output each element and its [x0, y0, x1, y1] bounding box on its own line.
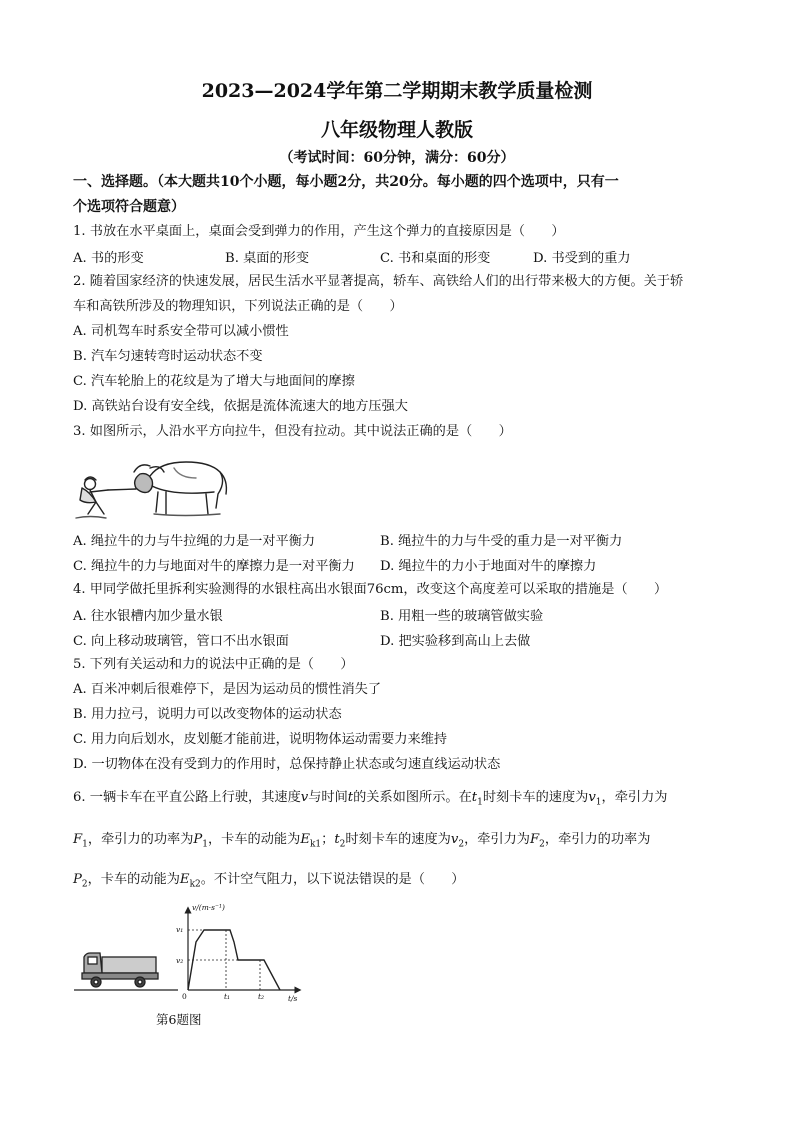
section-heading-line2: 个选项符合题意） [73, 199, 185, 215]
person-pulling-ox-figure [74, 448, 234, 524]
chart-v2-label: v₂ [176, 956, 184, 965]
chart-origin-label: 0 [182, 992, 187, 1001]
q3-option-b: B. 绳拉牛的力与牛受的重力是一对平衡力 [380, 534, 623, 549]
chart-t2-label: t₂ [258, 992, 265, 1001]
q3-option-a: A. 绳拉牛的力与牛拉绳的力是一对平衡力 [73, 534, 316, 549]
q2-option-c: C. 汽车轮胎上的花纹是为了增大与地面间的摩擦 [73, 374, 355, 389]
q6-stem-line1: 6. 一辆卡车在平直公路上行驶，其速度v与时间t的关系如图所示。在$t_1$时刻卡车的速度为$v_1$，牵引力为 [73, 790, 668, 808]
q6-stem-line3: $P_2$，卡车的动能为$E_{k2}$。不计空气阻力，以下说法错误的是（ ） [73, 872, 465, 890]
q5-option-d: D. 一切物体在没有受到力的作用时，总保持静止状态或匀速直线运动状态 [73, 757, 501, 772]
q4-option-b: B. 用粗一些的玻璃管做实验 [380, 609, 544, 624]
q5-stem: 5. 下列有关运动和力的说法中正确的是（ ） [73, 657, 354, 672]
q6-stem-line2: $F_1$，牵引力的功率为$P_1$，卡车的动能为$E_{k1}$；$t_2$时刻卡车的速度为$v_2$，牵引力为$F_2$，牵引力的功率为 [73, 832, 651, 850]
truck-figure [74, 945, 178, 997]
q4-option-d: D. 把实验移到高山上去做 [380, 634, 531, 649]
q4-option-a: A. 往水银槽内加少量水银 [73, 609, 223, 624]
chart-t1-label: t₁ [224, 992, 231, 1001]
q1-option-d: D. 书受到的重力 [533, 251, 631, 266]
q5-option-c: C. 用力向后划水，皮划艇才能前进，说明物体运动需要力来维持 [73, 732, 448, 747]
q2-stem-line1: 2. 随着国家经济的快速发展，居民生活水平显著提高，轿车、高铁给人们的出行带来极大的方便。关于轿 [73, 274, 684, 289]
exam-info: （考试时间：60分钟，满分：60分） [279, 150, 515, 166]
exam-title: 2023—2024学年第二学期期末教学质量检测 [201, 80, 593, 102]
section-heading-line1: 一、选择题。（本大题共10个小题，每小题2分，共20分。每小题的四个选项中，只有一 [73, 174, 619, 190]
chart-x-axis-label: t/s [288, 994, 298, 1003]
q2-option-b: B. 汽车匀速转弯时运动状态不变 [73, 349, 263, 364]
q3-stem: 3. 如图所示，人沿水平方向拉牛，但没有拉动。其中说法正确的是（ ） [73, 424, 512, 439]
q1-option-c: C. 书和桌面的形变 [380, 251, 491, 266]
q3-option-c: C. 绳拉牛的力与地面对牛的摩擦力是一对平衡力 [73, 559, 355, 574]
q2-stem-line2: 车和高铁所涉及的物理知识，下列说法正确的是（ ） [73, 299, 403, 314]
exam-subtitle: 八年级物理人教版 [320, 119, 473, 141]
velocity-time-chart [172, 902, 312, 1006]
q4-stem: 4. 甲同学做托里拆利实验测得的水银柱高出水银面76cm，改变这个高度差可以采取的措施是（ ） [73, 582, 668, 597]
q2-option-d: D. 高铁站台设有安全线，依据是流体流速大的地方压强大 [73, 399, 408, 414]
q6-figure-caption: 第6题图 [156, 1012, 202, 1027]
q1-option-a: A. 书的形变 [73, 251, 144, 266]
q2-option-a: A. 司机驾车时系安全带可以减小惯性 [73, 324, 289, 339]
chart-v1-label: v₁ [176, 925, 184, 934]
q1-option-b: B. 桌面的形变 [225, 251, 310, 266]
q5-option-a: A. 百米冲刺后很难停下，是因为运动员的惯性消失了 [73, 682, 382, 697]
q1-stem: 1. 书放在水平桌面上，桌面会受到弹力的作用，产生这个弹力的直接原因是（ ） [73, 224, 565, 239]
q5-option-b: B. 用力拉弓，说明力可以改变物体的运动状态 [73, 707, 342, 722]
q4-option-c: C. 向上移动玻璃管，管口不出水银面 [73, 634, 289, 649]
q3-option-d: D. 绳拉牛的力小于地面对牛的摩擦力 [380, 559, 597, 574]
chart-y-axis-label: v/(m·s⁻¹) [192, 903, 225, 912]
